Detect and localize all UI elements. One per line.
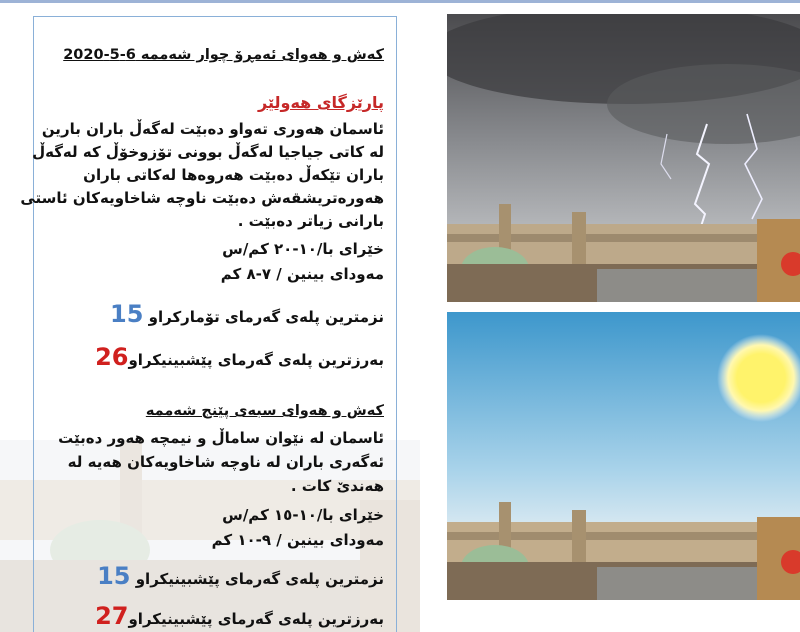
- today-min-label: نزمترین پلەی گەرمای تۆمارکراو: [148, 308, 384, 326]
- tomorrow-max-temperature: [95, 602, 384, 630]
- tomorrow-description-line: هەندێ کات .: [290, 477, 384, 495]
- today-wind: خێرای با/١٠-٢٠ کم/س: [222, 240, 384, 258]
- tomorrow-max-value: 27: [95, 602, 129, 630]
- sunny-weather-image: [447, 312, 800, 600]
- today-min-temperature: [110, 300, 384, 328]
- tomorrow-wind: خێرای با/١٠-١٥ کم/س: [222, 506, 384, 524]
- tomorrow-visibility: مەودای بینین / ٩-١٠ کم: [211, 531, 384, 549]
- today-max-label: بەرزترین پلەی گەرمای پێشبینیکراو: [128, 351, 384, 369]
- tomorrow-max-label: بەرزترین پلەی گەرمای پێشبینیکراو: [128, 610, 384, 628]
- today-description-line: ئاسمان هەوری تەواو دەبێت لەگەڵ باران بارین: [41, 120, 384, 138]
- tomorrow-min-label: نزمترین پلەی گەرمای پێشبینیکراو: [135, 570, 384, 588]
- today-header: کەش و هەوای ئەمڕۆ چوار شەممە 6-5-2020: [63, 47, 384, 63]
- storm-weather-image: [447, 14, 800, 302]
- forecast-text-panel: [20, 16, 397, 632]
- tomorrow-header: کەش و هەوای سبەی پێنج شەممە: [145, 403, 384, 419]
- today-max-value: 26: [95, 343, 129, 371]
- today-description-line: لە کاتی جیاجیا لەگەڵ بوونی تۆزوخۆڵ کە لەگەڵ: [32, 143, 384, 161]
- today-min-value: 15: [110, 300, 144, 328]
- tomorrow-description-line: ئەگەری باران لە ناوچە شاخاویەکان هەیە لە: [67, 453, 384, 471]
- tomorrow-min-temperature: [97, 562, 384, 590]
- top-border: [0, 0, 800, 3]
- today-description-line: بارانی زیاتر دەبێت .: [237, 212, 384, 230]
- tomorrow-description-line: ئاسمان لە نێوان ساماڵ و نیمچە هەور دەبێت: [58, 429, 384, 447]
- today-description-line: هەورەتریشقەش دەبێت ناوچە شاخاویەکان ئاستی: [20, 189, 384, 207]
- city-title: پارێزگای هەولێر: [258, 93, 384, 112]
- tomorrow-min-value: 15: [97, 562, 131, 590]
- today-description-line: باران تێکەڵ دەبێت هەروەها لەکاتی باران: [83, 166, 384, 184]
- today-max-temperature: [95, 343, 384, 371]
- today-visibility: مەودای بینین / ٧-٨ کم: [220, 265, 384, 283]
